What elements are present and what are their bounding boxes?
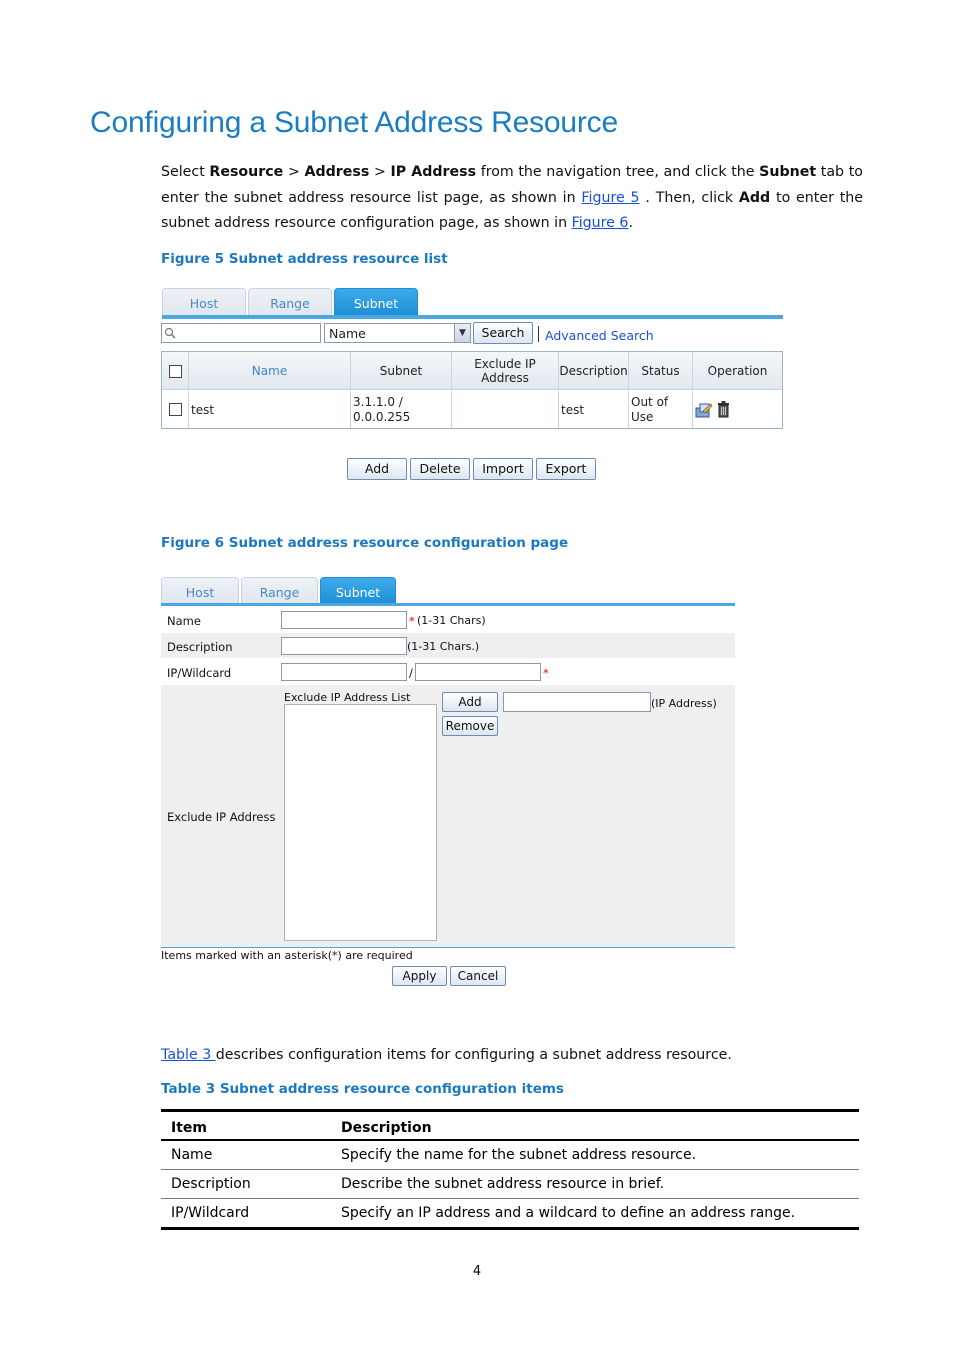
header-description: Description [559, 352, 629, 390]
row-item: Name [161, 1140, 331, 1170]
row-description: Specify an IP address and a wildcard to define an address range. [331, 1199, 859, 1229]
table-row [161, 1169, 859, 1199]
add-button[interactable]: Add [347, 458, 407, 480]
description-input[interactable] [281, 637, 407, 655]
tab-host[interactable]: Host [161, 577, 239, 605]
row-item: Description [161, 1169, 331, 1199]
table-row-name: test [189, 391, 351, 428]
description-hint: (1-31 Chars.) [407, 640, 480, 653]
name-label: Name [167, 614, 201, 628]
figure6-link[interactable]: Figure 6 [571, 215, 629, 231]
tab-range[interactable]: Range [248, 288, 332, 316]
exclude-list-label: Exclude IP Address List [284, 691, 411, 704]
row-description: Describe the subnet address resource in brief. [331, 1169, 859, 1199]
tab-host[interactable]: Host [162, 288, 246, 316]
header-subnet: Subnet [351, 352, 452, 390]
row-checkbox[interactable] [169, 403, 182, 416]
advanced-search-link[interactable]: Advanced Search [545, 328, 654, 343]
page-title: Configuring a Subnet Address Resource [90, 106, 618, 139]
header-item: Item [161, 1111, 331, 1140]
search-field-select[interactable]: Name ▼ [324, 323, 471, 343]
separator [538, 326, 539, 342]
exclude-ip-list[interactable] [284, 704, 437, 941]
exclude-remove-button[interactable]: Remove [442, 716, 498, 736]
apply-button[interactable]: Apply [392, 966, 447, 986]
row-description: Specify the name for the subnet address resource. [331, 1140, 859, 1170]
description-label: Description [167, 640, 233, 654]
tab-subnet[interactable]: Subnet [334, 288, 418, 316]
table-intro: Table 3 describes configuration items for configuring a subnet address resource. [161, 1047, 732, 1063]
magnifier-icon [164, 327, 176, 339]
name-required-asterisk: * [409, 614, 415, 628]
tab-underline [162, 315, 783, 319]
exclude-add-button[interactable]: Add [442, 692, 498, 712]
figure5-link[interactable]: Figure 5 [581, 189, 640, 206]
tab-subnet[interactable]: Subnet [320, 577, 396, 605]
edit-icon[interactable] [695, 402, 713, 418]
form-bottom-line [161, 947, 735, 948]
header-select-cell [162, 352, 189, 390]
exclude-ip-input[interactable] [503, 692, 651, 712]
table-row-description: test [559, 391, 629, 428]
table-row [161, 1199, 859, 1229]
exclude-label: Exclude IP Address [167, 810, 276, 824]
header-description: Description [331, 1111, 859, 1140]
ip-input[interactable] [281, 663, 407, 681]
trash-icon[interactable] [717, 401, 730, 418]
tab-range[interactable]: Range [241, 577, 318, 605]
required-note: Items marked with an asterisk(*) are required [161, 949, 413, 962]
intro-paragraph: Select Resource > Address > IP Address from the navigation tree, and click the Subnet tab to enter the subnet address resource list page, as shown in Figure 5 . Then, click Add to enter the subnet address resource configuration page, as shown in Figure 6. [161, 164, 863, 231]
config-items-table [161, 1109, 859, 1230]
chevron-down-icon: ▼ [454, 324, 470, 342]
table-row-exclude [452, 391, 559, 428]
select-all-checkbox[interactable] [169, 365, 182, 378]
table3-caption: Table 3 Subnet address resource configuration items [161, 1081, 564, 1097]
export-button[interactable]: Export [536, 458, 596, 480]
cancel-button[interactable]: Cancel [450, 966, 506, 986]
header-name[interactable]: Name [189, 352, 351, 390]
name-input[interactable] [281, 611, 407, 629]
search-button[interactable]: Search [473, 322, 533, 344]
ip-slash: / [409, 666, 413, 680]
header-operation: Operation [707, 364, 768, 378]
table3-link[interactable]: Table 3 [161, 1047, 216, 1063]
row-item: IP/Wildcard [161, 1199, 331, 1229]
resource-table [161, 351, 783, 429]
search-input[interactable] [161, 323, 321, 343]
table-row-operation [693, 391, 782, 428]
name-hint: (1-31 Chars) [417, 614, 486, 627]
table-header-row [161, 1111, 859, 1140]
figure6-caption: Figure 6 Subnet address resource configuration page [161, 535, 569, 551]
tab-underline [161, 603, 735, 606]
figure5-caption: Figure 5 Subnet address resource list [161, 251, 448, 267]
delete-button[interactable]: Delete [410, 458, 470, 480]
import-button[interactable]: Import [473, 458, 533, 480]
row-select-cell [162, 391, 189, 428]
table-row [161, 1140, 859, 1170]
wildcard-input[interactable] [415, 663, 541, 681]
header-status: Status [629, 352, 693, 390]
ipwildcard-required-asterisk: * [543, 666, 549, 680]
table-row-subnet: 3.1.1.0 / 0.0.0.255 [351, 391, 452, 428]
ip-address-hint: (IP Address) [651, 697, 717, 710]
header-exclude: Exclude IP Address [452, 352, 559, 390]
page-number: 4 [472, 1264, 482, 1279]
ipwildcard-label: IP/Wildcard [167, 666, 232, 680]
table-row-status: Out of Use [629, 391, 693, 428]
